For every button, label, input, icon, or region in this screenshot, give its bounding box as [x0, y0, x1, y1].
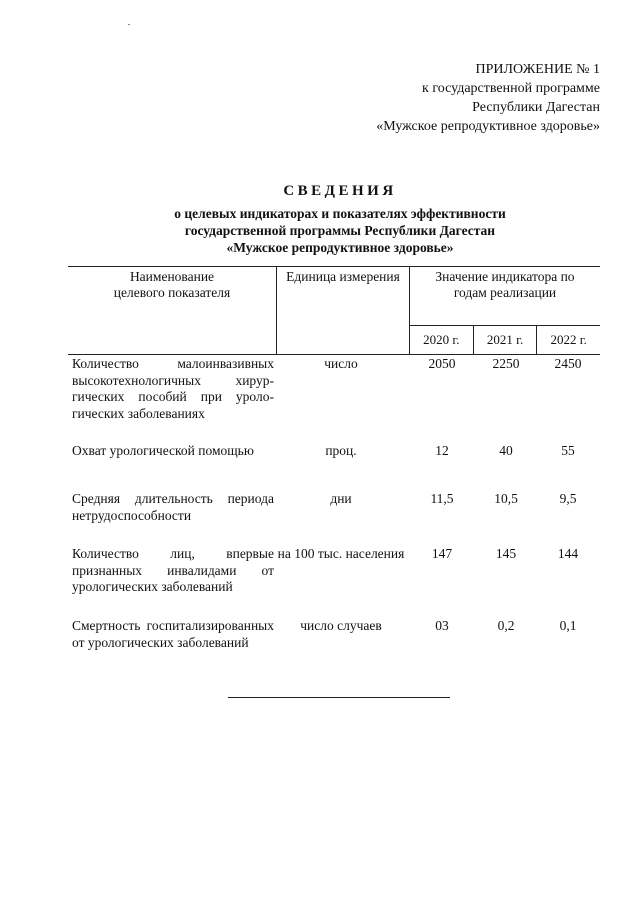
value-2022: 2450	[554, 356, 582, 371]
indicator-unit: проц.	[325, 443, 357, 458]
value-2021: 145	[495, 546, 517, 561]
title-line: «Мужское репродуктивное здоровье»	[226, 240, 454, 255]
value-2021: 40	[499, 443, 513, 458]
indicator-unit: на 100 тыс. населения	[277, 546, 405, 561]
header-text: Значение индикатора по	[435, 269, 575, 284]
value-2022: 0,1	[559, 618, 577, 633]
appendix-title: ПРИЛОЖЕНИЕ № 1	[475, 62, 600, 77]
indicator-unit: число случаев	[300, 618, 382, 633]
appendix-line: к государственной программе	[422, 81, 600, 96]
indicator-name: Количество малоинвазивных высокотехнологичных хирургических пособий при урологических заболеваниях	[72, 356, 274, 421]
value-2022: 55	[561, 443, 575, 458]
value-2020: 12	[435, 443, 449, 458]
closing-divider	[228, 697, 450, 698]
column-header-name	[68, 267, 277, 355]
header-text: Наименование	[129, 269, 215, 284]
indicator-name: Охват урологической помощью	[72, 443, 254, 458]
appendix-header	[330, 60, 600, 136]
appendix-line: «Мужское репродуктивное здоровье»	[376, 119, 600, 134]
indicator-name: Средняя длительность периода нетрудоспособности	[72, 491, 274, 523]
value-2021: 2250	[492, 356, 520, 371]
column-header-year: 2020 г.	[410, 326, 474, 355]
indicators-table-header	[68, 266, 600, 355]
scan-speck	[128, 24, 130, 25]
indicator-unit: число	[324, 356, 358, 371]
column-header-unit: Единица измерения	[277, 267, 410, 355]
value-2021: 0,2	[497, 618, 515, 633]
title-line: о целевых индикаторах и показателях эффективности	[174, 206, 506, 221]
document-title	[60, 183, 620, 256]
column-header-year: 2021 г.	[473, 326, 537, 355]
value-2022: 9,5	[559, 491, 577, 506]
value-2020: 03	[435, 618, 449, 633]
column-header-year: 2022 г.	[537, 326, 600, 355]
indicator-unit: дни	[330, 491, 352, 506]
column-header-values	[410, 267, 601, 326]
indicator-name: Смертность госпитализированных от урологических заболеваний	[72, 618, 274, 650]
indicator-name: Количество лиц, впервые признанных инвалидами от урологических заболеваний	[72, 546, 274, 594]
header-text: годам реализации	[453, 285, 557, 300]
header-text: целевого показателя	[113, 285, 231, 300]
value-2021: 10,5	[494, 491, 518, 506]
title-line: государственной программы Республики Дагестан	[184, 223, 496, 238]
value-2020: 11,5	[430, 491, 454, 506]
title-heading: СВЕДЕНИЯ	[283, 183, 397, 199]
value-2020: 147	[431, 546, 453, 561]
value-2020: 2050	[428, 356, 456, 371]
value-2022: 144	[557, 546, 579, 561]
appendix-line: Республики Дагестан	[472, 100, 600, 115]
